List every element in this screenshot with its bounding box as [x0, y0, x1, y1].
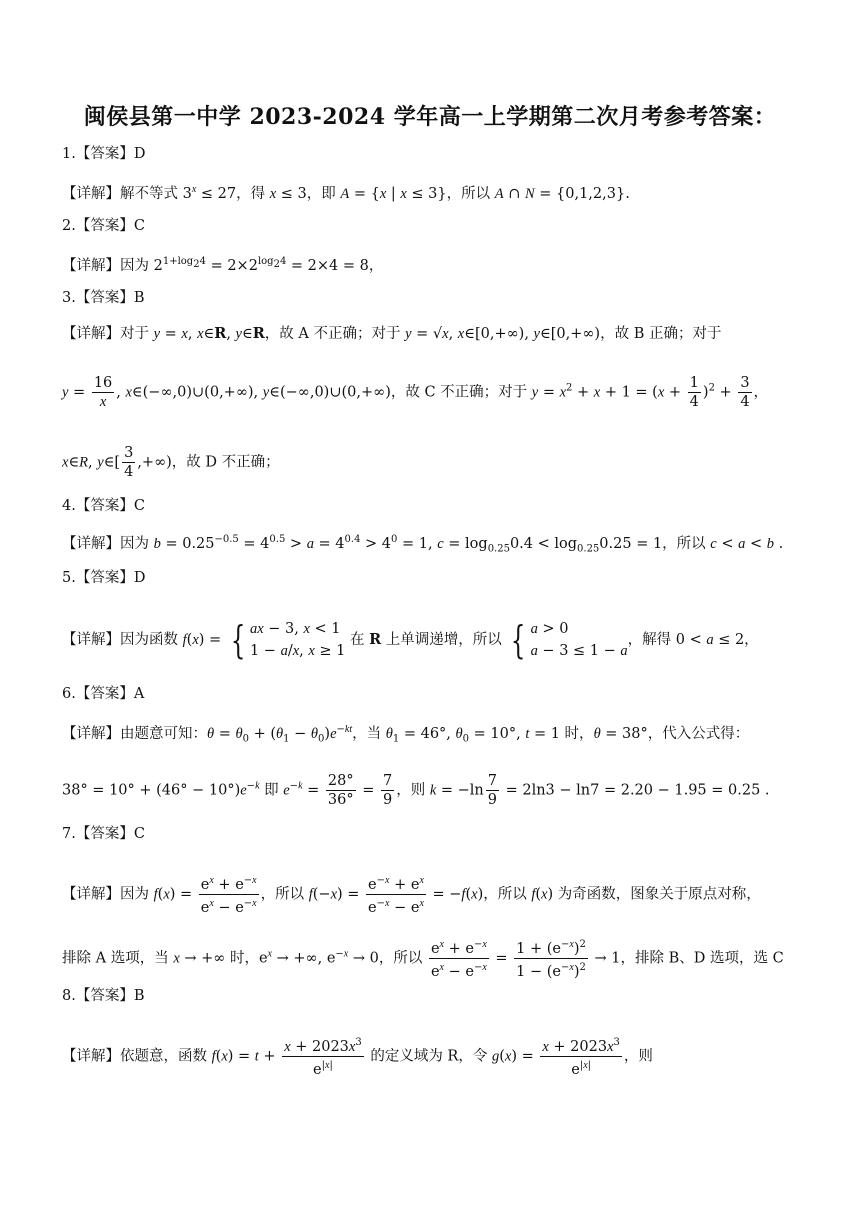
detail-4: 【详解】因为 $b = 0.25^{-0.5} = 4^{0.5} > a = 4^{0.4} > 4^0 = 1$, $c = \log_{0.25}0.4 < \log_{0.25}0.25 = 1$，所以 c < a < b . [62, 534, 784, 555]
answer-7: 7.【答案】C [62, 826, 145, 842]
answer-5: 5.【答案】D [62, 570, 146, 586]
answer-8: 8.【答案】B [62, 988, 145, 1004]
detail-1: 【详解】解不等式 $3^x \le 27$，得 x ≤ 3，即 A = {x | x ≤ 3}，所以 A ∩ N = {0,1,2,3}. [62, 184, 630, 202]
page-title: 闽侯县第一中学 2023-2024 学年高一上学期第二次月考参考答案： [83, 104, 777, 130]
detail-7: 【详解】因为 f(x) = $\frac{e^x + e^{-x}}{e^x - e^{-x}}$ ，所以 f(−x) = $\frac{e^{-x} + e^x}{e^{-x} - e^x}$ = −f(x)，所以 f(x) 为奇函数，图象关于原点对称， [62, 872, 810, 917]
detail-7-line-2: 排除 A 选项，当 x → +∞ 时，$e^x$ → +∞, $e^{-x} \to 0$，所以 $\frac{e^x + e^{-x}}{e^x - e^{-x}}$ = $\frac{1 + (e^{-x})^2}{1 - (e^{-x})^2}$ → 1，排除 B、D 选项，选 C [62, 936, 810, 981]
detail-2: 【详解】因为 $2^{1+log_24} = 2\times 2^{log_24} = 2\times 4 = 8$， [62, 256, 384, 274]
detail-3-line-2: y = $\frac{16}{x}$ , x∈(−∞,0)∪(0,+∞), y∈(−∞,0)∪(0,+∞)，故 C 不正确；对于 $y = x^2 + x + 1 = (x$ + $\frac{1}{4}$ )$^2$ + $\frac{3}{4}$ ， [62, 375, 769, 410]
answer-1: 1.【答案】D [62, 146, 146, 162]
answer-2: 2.【答案】C [62, 218, 145, 234]
detail-5: 【详解】因为函数 f(x) = { ax − 3, x < 1 1 − a/x, x ≥ 1 在 R 上单调递增，所以 { a > 0 a − 3 ≤ 1 − a，解得 0 < a ≤ 2， [62, 618, 759, 662]
answer-6: 6.【答案】A [62, 686, 145, 702]
detail-6-line-2: $38^\circ = 10^\circ + (46^\circ - 10^\circ)e^{-k}$ 即 $e^{-k}$ = $\frac{28^\circ}{36^\circ}$ = $\frac{7}{9}$ ，则 k = −ln $\frac{7}{9}$ = 2ln3 − ln7 = 2.20 − 1.95 = 0.25 . [62, 773, 770, 808]
answer-4: 4.【答案】C [62, 498, 145, 514]
detail-3: 【详解】对于 y = x, x∈R, y∈R，故 A 不正确；对于 y = √x, x∈[0,+∞), y∈[0,+∞)，故 B 正确；对于 [62, 325, 722, 342]
detail-6: 【详解】由题意可知：$\theta = \theta_0 + (\theta_1 - \theta_0)e^{-kt}$，当 $\theta_1 = 46^\circ$, $\theta_0 = 10^\circ$, t = 1 时，θ = 38°，代入公式得： [62, 724, 750, 745]
detail-3-line-3: x∈R, y∈[ $\frac{3}{4}$ ,+∞)，故 D 不正确； [62, 445, 280, 480]
detail-8: 【详解】依题意，函数 f(x) = t + $\frac{x + 2023x^3}{e^{|x|}}$ 的定义域为 R，令 g(x) = $\frac{x + 2023x^3}{e^{|x|}}$ ，则 [62, 1034, 810, 1079]
answer-3: 3.【答案】B [62, 290, 145, 306]
